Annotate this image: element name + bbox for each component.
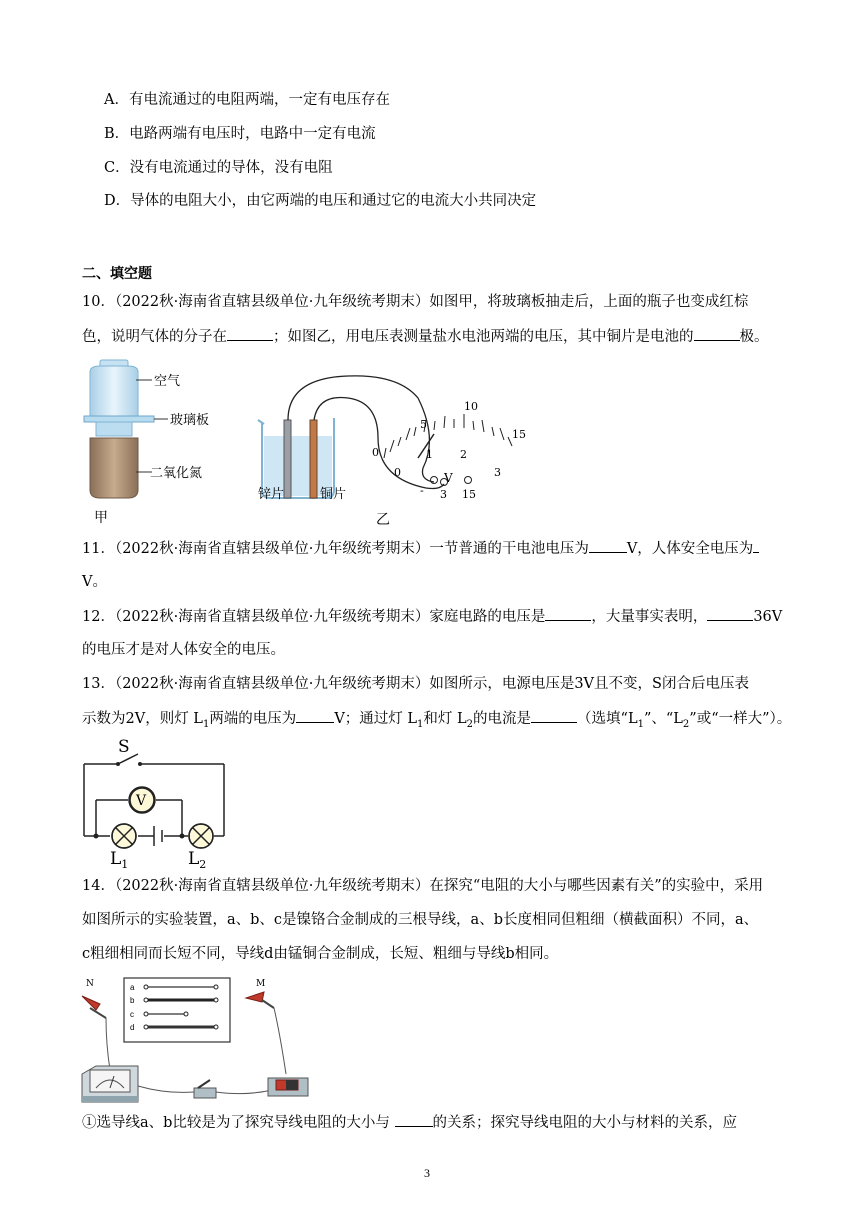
- q11-line1: 11．（2022秋·海南省直辖县级单位·九年级统考期末）一节普通的干电池电压为 V，人体安全电压为: [82, 538, 759, 559]
- unit-v: V: [444, 471, 453, 485]
- page-number: 3: [424, 1166, 430, 1180]
- lamp1-label: $L_1$: [110, 849, 129, 870]
- blank[interactable]: [753, 538, 759, 553]
- blank[interactable]: [707, 606, 753, 621]
- figure-yi-salt-battery: [248, 358, 538, 528]
- switch-label: S: [118, 737, 130, 757]
- scale-bottom-1: 1: [426, 448, 433, 461]
- label-glass-plate: 玻璃板: [170, 413, 210, 428]
- meter-v-label: V: [136, 793, 147, 809]
- terminal-minus: -: [420, 484, 424, 497]
- label-air: 空气: [154, 374, 181, 389]
- wire-c-label: c: [130, 1010, 134, 1019]
- blank[interactable]: [395, 1112, 433, 1127]
- q10-line2: 色，说明气体的分子在 ；如图乙，用电压表测量盐水电池两端的电压，其中铜片是电池的 极。: [82, 326, 769, 347]
- figure-circuit: [78, 734, 238, 870]
- q10-line1: 10．（2022秋·海南省直辖县级单位·九年级统考期末）如图甲，将玻璃板抽走后，上面的瓶子也变成红棕: [82, 294, 749, 310]
- q12-line1: 12．（2022秋·海南省直辖县级单位·九年级统考期末）家庭电路的电压是 ，大量事实表明， 36V: [82, 606, 782, 627]
- figure-resistance-apparatus: [76, 974, 316, 1114]
- blank[interactable]: [531, 708, 577, 723]
- q11-line2: V。: [82, 574, 107, 590]
- scale-bottom-3: 3: [494, 466, 501, 479]
- scale-bottom-0: 0: [394, 466, 401, 479]
- q14-line3: c粗细相同而长短不同，导线d由锰铜合金制成，长短、粗细与导线b相同。: [82, 946, 559, 962]
- q14-line1: 14．（2022秋·海南省直辖县级单位·九年级统考期末）在探究“电阻的大小与哪些因素有关”的实验中，采用: [82, 878, 764, 894]
- terminal-15: 15: [462, 488, 476, 501]
- label-copper: 铜片: [320, 487, 347, 502]
- section-title: 二、填空题: [82, 266, 152, 282]
- label-zinc: 锌片: [258, 487, 285, 502]
- option-a: A．有电流通过的电阻两端，一定有电压存在: [104, 92, 390, 108]
- scale-bottom-2: 2: [460, 448, 467, 461]
- figure-jia-gas-diffusion: [78, 358, 238, 526]
- blank[interactable]: [296, 708, 334, 723]
- q13-line2: 示数为2V，则灯 $L_1$两端的电压为 V；通过灯 $L_1$和灯 $L_2$的电流是 （选填“$L_1$”、“$L_2$”或“一样大”）。: [82, 708, 791, 735]
- wire-d-label: d: [130, 1023, 135, 1032]
- q12-line2: 的电压才是对人体安全的电压。: [82, 642, 285, 658]
- terminal-3: 3: [440, 488, 447, 501]
- clip-m-label: M: [256, 979, 266, 989]
- q14-line2: 如图所示的实验装置，a、b、c是镍铬合金制成的三根导线，a、b长度相同但粗细（横截面积）不同，a、: [82, 912, 759, 928]
- option-b: B．电路两端有电压时，电路中一定有电流: [104, 126, 376, 142]
- scale-top-5: 5: [420, 418, 427, 431]
- wire-a-label: a: [130, 983, 135, 992]
- option-c: C．没有电流通过的导体，没有电阻: [104, 160, 333, 176]
- blank[interactable]: [589, 538, 627, 553]
- label-no2: 二氧化氮: [150, 466, 203, 481]
- blank[interactable]: [545, 606, 591, 621]
- clip-n-label: N: [86, 979, 94, 989]
- option-d: D．导体的电阻大小，由它两端的电压和通过它的电流大小共同决定: [104, 193, 537, 209]
- lamp2-label: $L_2$: [188, 849, 207, 870]
- blank[interactable]: [694, 326, 740, 341]
- caption-yi: 乙: [376, 512, 390, 528]
- q13-line1: 13．（2022秋·海南省直辖县级单位·九年级统考期末）如图所示，电源电压是3V且不变，S闭合后电压表: [82, 676, 749, 692]
- q14-sub1: ①选导线a、b比较是为了探究导线电阻的大小与 的关系；探究导线电阻的大小与材料的关系，应: [82, 1112, 737, 1133]
- blank[interactable]: [227, 326, 273, 341]
- scale-top-15: 15: [512, 428, 526, 441]
- caption-jia: 甲: [94, 510, 108, 526]
- wire-b-label: b: [130, 996, 135, 1005]
- scale-top-0: 0: [372, 446, 379, 459]
- scale-top-10: 10: [464, 400, 478, 413]
